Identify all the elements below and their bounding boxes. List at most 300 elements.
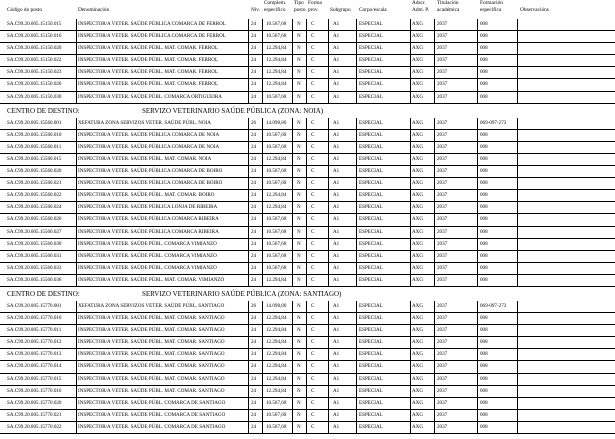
complemento-cell: 14.098,80 xyxy=(266,119,287,126)
forma-provision-cell: C xyxy=(311,119,315,126)
column-divider xyxy=(477,130,478,141)
subgrupo-cell: A1 xyxy=(333,423,340,430)
column-divider xyxy=(76,386,77,397)
nivel-cell: 24 xyxy=(251,375,257,382)
corpo-escala-cell: ESPECIAL xyxy=(359,69,383,76)
column-divider xyxy=(410,130,411,141)
formacion-cell: 069-097-273 xyxy=(480,119,507,126)
section-header xyxy=(0,104,615,118)
column-divider xyxy=(328,202,329,213)
column-divider xyxy=(248,275,249,286)
table-row xyxy=(0,275,615,287)
nivel-cell: 26 xyxy=(251,302,257,309)
column-divider xyxy=(477,422,478,433)
column-divider xyxy=(410,313,411,324)
forma-provision-cell: C xyxy=(311,399,315,406)
column-divider xyxy=(328,43,329,54)
forma-provision-cell: C xyxy=(311,351,315,358)
forma-provision-cell: C xyxy=(311,240,315,247)
nivel-cell: 24 xyxy=(251,45,257,52)
table-row xyxy=(0,92,615,104)
column-divider xyxy=(328,31,329,42)
tipo-posto-cell: N xyxy=(297,33,301,40)
denominacion-cell: INSPECTOR/A VETER. SAÚDE PÚBLICA LONJA DE RIBEIRA xyxy=(78,204,218,211)
column-divider xyxy=(434,142,435,153)
forma-provision-cell: C xyxy=(311,69,315,76)
codigo-cell: SA.C99.20.005.15150.015 xyxy=(7,21,62,27)
column-divider xyxy=(76,92,77,103)
codigo-cell: SA.C99.20.005.15770.011 xyxy=(7,327,62,334)
corpo-escala-cell: ESPECIAL xyxy=(359,143,383,150)
nivel-cell: 24 xyxy=(251,240,257,247)
column-divider xyxy=(517,374,518,385)
column-divider xyxy=(306,92,307,103)
column-divider xyxy=(434,313,435,324)
titulacion-cell: 2037 xyxy=(437,399,448,406)
complemento-cell: 14.098,80 xyxy=(266,302,287,309)
column-divider xyxy=(328,190,329,201)
column-divider xyxy=(262,337,263,348)
column-divider xyxy=(306,190,307,201)
forma-provision-cell: C xyxy=(311,204,315,211)
column-divider xyxy=(306,386,307,397)
table-row xyxy=(0,178,615,190)
column-divider xyxy=(328,337,329,348)
column-divider xyxy=(517,263,518,274)
tipo-posto-cell: N xyxy=(297,327,301,334)
denominacion-cell: INSPECTOR/A VETER. SAÚDE PÚBL. COMARCA VIMIANZO xyxy=(78,264,217,271)
column-divider xyxy=(517,55,518,66)
complemento-cell: 12.294,84 xyxy=(266,315,287,322)
column-divider xyxy=(248,55,249,66)
column-divider xyxy=(477,43,478,54)
column-divider xyxy=(292,349,293,360)
corpo-escala-cell: ESPECIAL xyxy=(359,57,383,64)
header-especifico: específico xyxy=(264,7,286,13)
column-divider xyxy=(262,422,263,433)
column-divider xyxy=(306,239,307,250)
column-divider xyxy=(262,398,263,409)
column-divider xyxy=(248,361,249,372)
formacion-cell: 008 xyxy=(480,155,488,162)
header-observacions: Observacións xyxy=(520,7,549,13)
column-divider xyxy=(292,374,293,385)
column-divider xyxy=(434,79,435,90)
formacion-cell: 008 xyxy=(480,339,488,346)
header-niv: Niv. xyxy=(251,7,260,13)
corpo-escala-cell: ESPECIAL xyxy=(359,45,383,52)
column-divider xyxy=(410,118,411,129)
subgrupo-cell: A1 xyxy=(333,363,340,370)
column-divider xyxy=(356,190,357,201)
column-divider xyxy=(76,67,77,78)
corpo-escala-cell: ESPECIAL xyxy=(359,168,383,175)
column-divider xyxy=(477,67,478,78)
column-divider xyxy=(410,374,411,385)
formacion-cell: 008 xyxy=(480,252,488,259)
table-row xyxy=(0,214,615,226)
formacion-cell: 069-097-273 xyxy=(480,302,507,309)
nivel-cell: 24 xyxy=(251,327,257,334)
codigo-cell: SA.C99.20.005.15560.030 xyxy=(7,240,62,247)
nivel-cell: 24 xyxy=(251,276,257,283)
column-divider xyxy=(356,92,357,103)
column-divider xyxy=(434,202,435,213)
table-row xyxy=(0,398,615,410)
column-divider xyxy=(517,361,518,372)
column-divider xyxy=(410,19,411,30)
column-divider xyxy=(517,43,518,54)
forma-provision-cell: C xyxy=(311,33,315,40)
column-divider xyxy=(262,55,263,66)
column-divider xyxy=(328,166,329,177)
subgrupo-cell: A1 xyxy=(333,411,340,418)
complemento-cell: 10.567,68 xyxy=(266,180,287,187)
column-divider xyxy=(262,118,263,129)
table-row xyxy=(0,410,615,422)
column-divider xyxy=(410,178,411,189)
forma-provision-cell: C xyxy=(311,45,315,52)
section-label: CENTRO DE DESTINO: xyxy=(7,289,80,298)
complemento-cell: 10.567,68 xyxy=(266,168,287,175)
adscripcion-cell: AXG xyxy=(412,180,424,187)
column-divider xyxy=(356,239,357,250)
tipo-posto-cell: N xyxy=(297,155,301,162)
column-divider xyxy=(262,67,263,78)
formacion-cell: 008 xyxy=(480,131,488,138)
forma-provision-cell: C xyxy=(311,21,315,27)
column-divider xyxy=(410,422,411,433)
subgrupo-cell: A1 xyxy=(333,204,340,211)
complemento-cell: 12.294,84 xyxy=(266,387,287,394)
tipo-posto-cell: N xyxy=(297,302,301,309)
column-divider xyxy=(477,79,478,90)
formacion-cell: 008 xyxy=(480,168,488,175)
column-divider xyxy=(517,337,518,348)
adscripcion-cell: AXG xyxy=(412,119,424,126)
corpo-escala-cell: ESPECIAL xyxy=(359,131,383,138)
column-divider xyxy=(248,239,249,250)
column-divider xyxy=(262,227,263,238)
column-divider xyxy=(517,239,518,250)
denominacion-cell: INSPECTOR/A VETER. SAÚDE PÚBLICA COMARCA DE NOIA xyxy=(78,131,220,138)
corpo-escala-cell: ESPECIAL xyxy=(359,315,383,322)
table-row xyxy=(0,43,615,55)
column-divider xyxy=(76,410,77,421)
adscripcion-cell: AXG xyxy=(412,327,424,334)
formacion-cell: 008 xyxy=(480,180,488,187)
corpo-escala-cell: ESPECIAL xyxy=(359,387,383,394)
formacion-cell: 008 xyxy=(480,93,488,100)
column-divider xyxy=(306,79,307,90)
denominacion-cell: INSPECTOR/A VETER. SAÚDE PÚBL. COMARCA VIMIANZO xyxy=(78,240,217,247)
complemento-cell: 12.294,84 xyxy=(266,192,287,199)
column-divider xyxy=(292,31,293,42)
denominacion-cell: INSPECTOR/A VETER. SAÚDE PÚBL. MAT. COMAR. SANTIAGO xyxy=(78,387,225,394)
tipo-posto-cell: N xyxy=(297,315,301,322)
column-divider xyxy=(306,130,307,141)
column-divider xyxy=(248,190,249,201)
nivel-cell: 24 xyxy=(251,339,257,346)
subgrupo-cell: A1 xyxy=(333,192,340,199)
column-divider xyxy=(292,386,293,397)
nivel-cell: 26 xyxy=(251,119,257,126)
column-divider xyxy=(292,313,293,324)
column-divider xyxy=(306,349,307,360)
forma-provision-cell: C xyxy=(311,192,315,199)
corpo-escala-cell: ESPECIAL xyxy=(359,240,383,247)
column-divider xyxy=(517,19,518,30)
forma-provision-cell: C xyxy=(311,276,315,283)
column-divider xyxy=(306,313,307,324)
formacion-cell: 008 xyxy=(480,216,488,223)
nivel-cell: 24 xyxy=(251,155,257,162)
column-divider xyxy=(517,422,518,433)
column-divider xyxy=(477,19,478,30)
column-divider xyxy=(248,92,249,103)
titulacion-cell: 2037 xyxy=(437,276,448,283)
codigo-cell: SA.C99.20.005.15150.020 xyxy=(7,45,62,52)
tipo-posto-cell: N xyxy=(297,411,301,418)
column-divider xyxy=(292,130,293,141)
subgrupo-cell: A1 xyxy=(333,327,340,334)
denominacion-cell: INSPECTOR/A VETER. SAÚDE PÚBL. MAT. COMAR. SANTIAGO xyxy=(78,315,225,322)
titulacion-cell: 2037 xyxy=(437,302,448,309)
table-row xyxy=(0,325,615,337)
forma-provision-cell: C xyxy=(311,339,315,346)
column-divider xyxy=(477,178,478,189)
column-divider xyxy=(76,55,77,66)
column-divider xyxy=(356,263,357,274)
corpo-escala-cell: ESPECIAL xyxy=(359,399,383,406)
column-divider xyxy=(292,422,293,433)
nivel-cell: 24 xyxy=(251,81,257,88)
column-divider xyxy=(477,361,478,372)
titulacion-cell: 2037 xyxy=(437,387,448,394)
nivel-cell: 24 xyxy=(251,69,257,76)
formacion-cell: 008 xyxy=(480,57,488,64)
titulacion-cell: 2037 xyxy=(437,264,448,271)
tipo-posto-cell: N xyxy=(297,216,301,223)
column-divider xyxy=(328,349,329,360)
corpo-escala-cell: ESPECIAL xyxy=(359,216,383,223)
section-centre-name: SERVIZO VETERINARIO SAÚDE PÚBLICA (ZONA: NOIA) xyxy=(142,106,324,115)
forma-provision-cell: C xyxy=(311,216,315,223)
complemento-cell: 12.294,84 xyxy=(266,155,287,162)
formacion-cell: 008 xyxy=(480,192,488,199)
denominacion-cell: INSPECTOR/A VETER. SAÚDE PÚBL. COMARCA ORTIGUEIRA xyxy=(78,93,222,100)
subgrupo-cell: A1 xyxy=(333,252,340,259)
column-divider xyxy=(248,166,249,177)
column-divider xyxy=(356,142,357,153)
corpo-escala-cell: ESPECIAL xyxy=(359,423,383,430)
column-divider xyxy=(434,349,435,360)
column-divider xyxy=(517,301,518,312)
nivel-cell: 24 xyxy=(251,21,257,27)
titulacion-cell: 2037 xyxy=(437,119,448,126)
corpo-escala-cell: ESPECIAL xyxy=(359,351,383,358)
column-divider xyxy=(306,422,307,433)
tipo-posto-cell: N xyxy=(297,387,301,394)
column-divider xyxy=(248,43,249,54)
column-divider xyxy=(306,178,307,189)
forma-provision-cell: C xyxy=(311,315,315,322)
column-divider xyxy=(306,31,307,42)
column-divider xyxy=(410,325,411,336)
formacion-cell: 008 xyxy=(480,33,488,40)
tipo-posto-cell: N xyxy=(297,168,301,175)
column-divider xyxy=(328,386,329,397)
column-divider xyxy=(306,142,307,153)
column-divider xyxy=(434,263,435,274)
subgrupo-cell: A1 xyxy=(333,302,340,309)
tipo-posto-cell: N xyxy=(297,339,301,346)
column-divider xyxy=(477,398,478,409)
denominacion-cell: INSPECTOR/A VETER. SAÚDE PÚBL. MAT. COMAR. SANTIAGO xyxy=(78,327,225,334)
complemento-cell: 10.567,68 xyxy=(266,228,287,235)
column-divider xyxy=(410,202,411,213)
column-divider xyxy=(306,166,307,177)
tipo-posto-cell: N xyxy=(297,192,301,199)
section-label: CENTRO DE DESTINO: xyxy=(7,106,80,115)
formacion-cell: 008 xyxy=(480,387,488,394)
denominacion-cell: INSPECTOR/A VETER. SAÚDE PÚBLICA COMARCA RIBEIRA xyxy=(78,228,219,235)
subgrupo-cell: A1 xyxy=(333,399,340,406)
column-divider xyxy=(477,214,478,225)
column-divider xyxy=(410,275,411,286)
table-row xyxy=(0,227,615,239)
column-divider xyxy=(306,325,307,336)
column-divider xyxy=(248,178,249,189)
column-divider xyxy=(517,227,518,238)
codigo-cell: SA.C99.20.005.15560.031 xyxy=(7,252,62,259)
column-divider xyxy=(410,67,411,78)
titulacion-cell: 2037 xyxy=(437,240,448,247)
denominacion-cell: INSPECTOR/A VETER. SAÚDE PÚBL. COMARCA VIMIANZO xyxy=(78,252,217,259)
table-header xyxy=(0,0,615,19)
corpo-escala-cell: ESPECIAL xyxy=(359,119,383,126)
corpo-escala-cell: ESPECIAL xyxy=(359,411,383,418)
column-divider xyxy=(356,43,357,54)
column-divider xyxy=(328,92,329,103)
formacion-cell: 008 xyxy=(480,399,488,406)
denominacion-cell: INSPECTOR/A VETER. SAÚDE PÚBL. MAT. COMAR. SANTIAGO xyxy=(78,363,225,370)
column-divider xyxy=(248,301,249,312)
column-divider xyxy=(262,301,263,312)
column-divider xyxy=(434,337,435,348)
column-divider xyxy=(292,178,293,189)
titulacion-cell: 2037 xyxy=(437,168,448,175)
formacion-cell: 008 xyxy=(480,143,488,150)
titulacion-cell: 2037 xyxy=(437,93,448,100)
column-divider xyxy=(410,43,411,54)
column-divider xyxy=(306,227,307,238)
column-divider xyxy=(328,410,329,421)
adscripcion-cell: AXG xyxy=(412,411,424,418)
nivel-cell: 24 xyxy=(251,131,257,138)
column-divider xyxy=(477,325,478,336)
titulacion-cell: 2037 xyxy=(437,315,448,322)
denominacion-cell: INSPECTOR/A VETER. SAÚDE PÚBLICA COMARCA RIBEIRA xyxy=(78,216,219,223)
column-divider xyxy=(477,386,478,397)
complemento-cell: 12.294,84 xyxy=(266,69,287,76)
table-row xyxy=(0,154,615,166)
tipo-posto-cell: N xyxy=(297,93,301,100)
column-divider xyxy=(477,202,478,213)
column-divider xyxy=(248,422,249,433)
table-row xyxy=(0,337,615,349)
column-divider xyxy=(356,227,357,238)
column-divider xyxy=(477,349,478,360)
formacion-cell: 008 xyxy=(480,69,488,76)
column-divider xyxy=(477,374,478,385)
formacion-cell: 008 xyxy=(480,45,488,52)
nivel-cell: 24 xyxy=(251,33,257,40)
forma-provision-cell: C xyxy=(311,228,315,235)
column-divider xyxy=(477,301,478,312)
column-divider xyxy=(248,349,249,360)
codigo-cell: SA.C99.20.005.15560.001 xyxy=(7,119,62,126)
nivel-cell: 24 xyxy=(251,387,257,394)
header-corpo-escala: Corpo/escala xyxy=(359,7,387,13)
denominacion-cell: INSPECTOR/A VETER. SAÚDE PÚBL. MAT. COMAR. BOIRO xyxy=(78,192,215,199)
denominacion-cell: XEFATURA ZONA SERVIZOS VETER. SAÚDE PÚBL. NOIA xyxy=(78,119,211,126)
column-divider xyxy=(248,337,249,348)
column-divider xyxy=(76,19,77,30)
forma-provision-cell: C xyxy=(311,387,315,394)
denominacion-cell: INSPECTOR/A VETER. SAÚDE PÚBL. MAT. COMAR. FERROL xyxy=(78,81,219,88)
codigo-cell: SA.C99.20.005.15770.013 xyxy=(7,351,62,358)
titulacion-cell: 2037 xyxy=(437,375,448,382)
column-divider xyxy=(410,190,411,201)
table-row xyxy=(0,301,615,313)
table-row xyxy=(0,130,615,142)
column-divider xyxy=(76,214,77,225)
forma-provision-cell: C xyxy=(311,302,315,309)
titulacion-cell: 2037 xyxy=(437,180,448,187)
denominacion-cell: INSPECTOR/A VETER. SAÚDE PÚBL. COMARCA DE SANTIAGO xyxy=(78,411,226,418)
column-divider xyxy=(306,275,307,286)
column-divider xyxy=(477,55,478,66)
table-row xyxy=(0,422,615,434)
table-row xyxy=(0,31,615,43)
column-divider xyxy=(434,92,435,103)
column-divider xyxy=(292,43,293,54)
adscripcion-cell: AXG xyxy=(412,216,424,223)
corpo-escala-cell: ESPECIAL xyxy=(359,228,383,235)
column-divider xyxy=(434,55,435,66)
column-divider xyxy=(434,190,435,201)
column-divider xyxy=(434,301,435,312)
corpo-escala-cell: ESPECIAL xyxy=(359,93,383,100)
table-row xyxy=(0,142,615,154)
tipo-posto-cell: N xyxy=(297,351,301,358)
complemento-cell: 12.294,84 xyxy=(266,351,287,358)
column-divider xyxy=(248,398,249,409)
denominacion-cell: INSPECTOR/A VETER. SAÚDE PÚBL. MAT. COMAR. FERROL xyxy=(78,57,219,64)
subgrupo-cell: A1 xyxy=(333,81,340,88)
complemento-cell: 10.567,68 xyxy=(266,411,287,418)
column-divider xyxy=(76,178,77,189)
adscripcion-cell: AXG xyxy=(412,192,424,199)
denominacion-cell: INSPECTOR/A VETER. SAÚDE PÚBLICA COMARCA DE NOIA xyxy=(78,143,220,150)
column-divider xyxy=(248,313,249,324)
column-divider xyxy=(306,337,307,348)
column-divider xyxy=(76,251,77,262)
column-divider xyxy=(356,214,357,225)
adscripcion-cell: AXG xyxy=(412,143,424,150)
column-divider xyxy=(262,263,263,274)
